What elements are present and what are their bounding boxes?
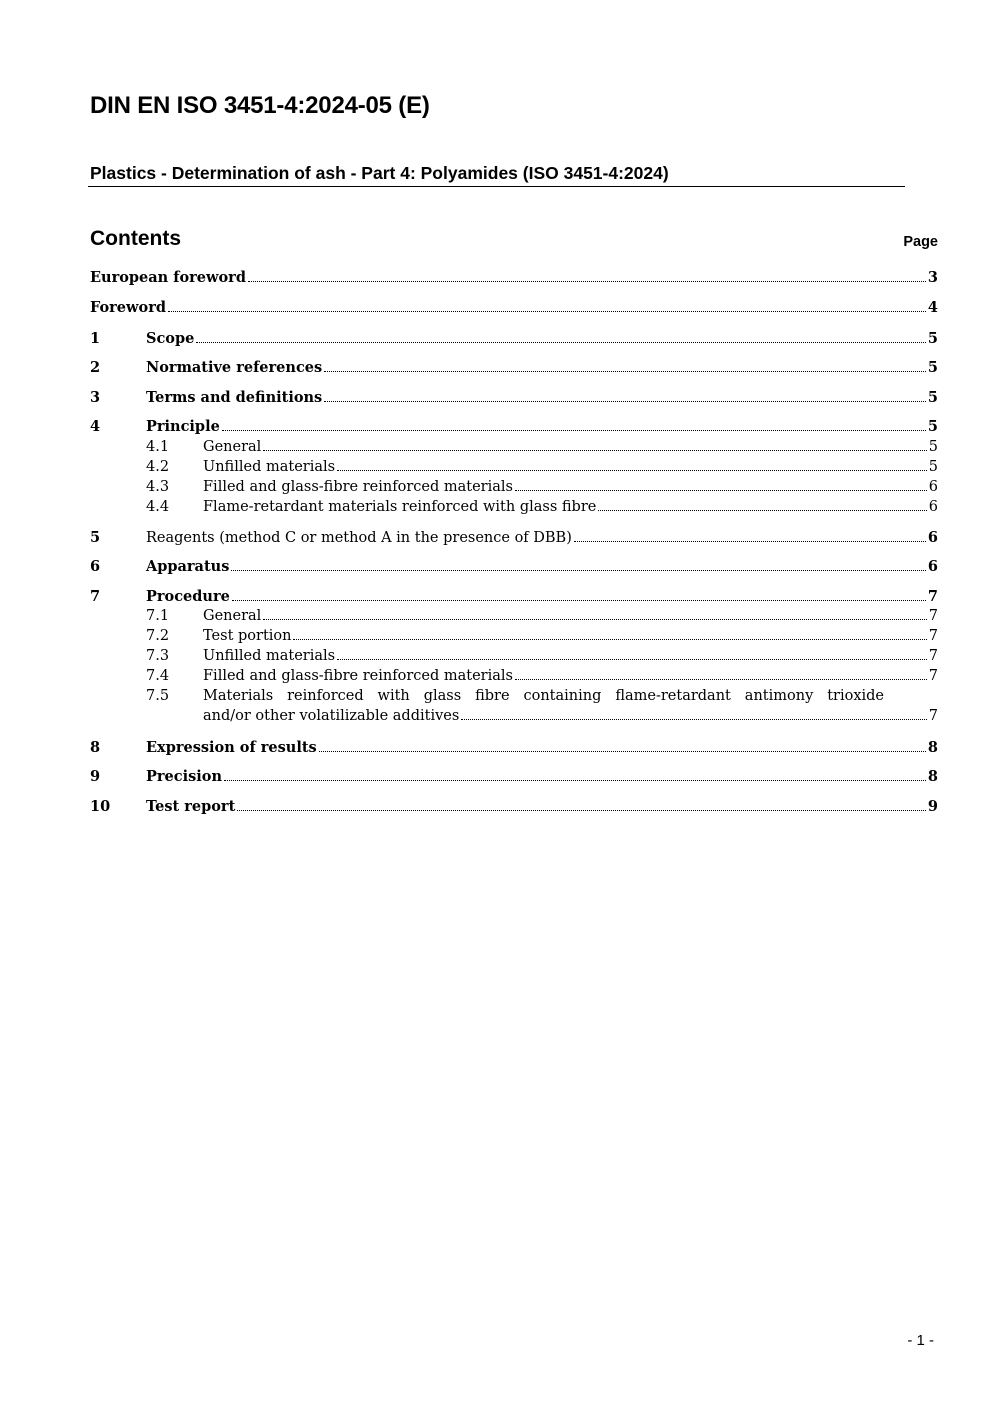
toc-dot-leader — [263, 450, 926, 451]
toc-entry-normative-references[interactable] — [90, 359, 938, 379]
toc-dot-leader — [319, 751, 926, 752]
toc-entry-scope[interactable] — [90, 330, 938, 350]
toc-dot-leader — [231, 570, 926, 571]
page-column-heading: Page — [903, 234, 938, 250]
toc-entry-page: 7 — [928, 648, 938, 664]
document-title: DIN EN ISO 3451-4:2024-05 (E) — [90, 92, 430, 119]
toc-entry-number: 7.4 — [146, 668, 170, 684]
toc-entry-number: 4.4 — [146, 499, 170, 515]
toc-entry-number: 8 — [90, 739, 101, 756]
toc-entry-reagents[interactable] — [90, 529, 938, 549]
toc-entry-text: Terms and definitions — [146, 389, 323, 406]
toc-entry-text: Scope — [146, 330, 195, 347]
toc-dot-leader — [293, 639, 926, 640]
toc-entry-number: 7.2 — [146, 628, 170, 644]
toc-entry-page: 7 — [928, 668, 938, 684]
toc-entry-procedure[interactable] — [90, 588, 938, 608]
toc-entry-text: Foreword — [90, 299, 166, 316]
toc-entry-number: 7.5 — [146, 688, 170, 704]
toc-entry-terms-and-definitions[interactable] — [90, 389, 938, 409]
toc-entry-page: 5 — [927, 418, 938, 435]
toc-dot-leader — [248, 281, 926, 282]
toc-entry-number: 7.3 — [146, 648, 170, 664]
toc-entry-page: 6 — [928, 499, 938, 515]
toc-subentry-filled-glass-fibre-materials[interactable] — [146, 479, 938, 499]
contents-heading: Contents — [90, 227, 181, 250]
toc-dot-leader — [574, 541, 926, 542]
toc-entry-test-report[interactable] — [90, 798, 938, 818]
toc-entry-text: Normative references — [146, 359, 323, 376]
toc-dot-leader — [196, 342, 926, 343]
toc-entry-page: 9 — [927, 798, 938, 815]
toc-entry-page: 5 — [927, 359, 938, 376]
toc-entry-apparatus[interactable] — [90, 558, 938, 578]
toc-dot-leader — [324, 401, 926, 402]
toc-entry-principle[interactable] — [90, 418, 938, 438]
toc-entry-text: Filled and glass-fibre reinforced materials — [203, 479, 513, 495]
toc-dot-leader — [515, 490, 927, 491]
toc-subentry-general[interactable] — [146, 439, 938, 459]
toc-subentry-test-portion[interactable] — [146, 628, 938, 648]
toc-entry-page: 5 — [928, 439, 938, 455]
toc-entry-page: 7 — [928, 608, 938, 624]
toc-entry-page: 6 — [927, 558, 938, 575]
toc-dot-leader — [515, 679, 927, 680]
toc-entry-page: 5 — [927, 389, 938, 406]
toc-entry-text: General — [203, 608, 262, 624]
toc-subentry-flame-retardant-antimony[interactable] — [146, 688, 938, 730]
toc-entry-text: Flame-retardant materials reinforced with glass fibre — [203, 499, 597, 515]
toc-entry-text: European foreword — [90, 269, 246, 286]
toc-dot-leader — [222, 430, 926, 431]
toc-entry-text-line-1: Materials reinforced with glass fibre containing flame-retardant antimony trioxide — [203, 688, 884, 704]
toc-entry-page: 5 — [928, 459, 938, 475]
toc-entry-page: 6 — [928, 479, 938, 495]
toc-entry-number: 1 — [90, 330, 101, 347]
toc-entry-number: 2 — [90, 359, 101, 376]
toc-dot-leader — [461, 719, 926, 720]
toc-entry-page: 6 — [927, 529, 938, 546]
toc-entry-number: 4.2 — [146, 459, 170, 475]
toc-entry-number: 7 — [90, 588, 101, 605]
toc-subentry-unfilled-materials[interactable] — [146, 459, 938, 479]
toc-entry-number: 4 — [90, 418, 101, 435]
toc-entry-page: 8 — [927, 739, 938, 756]
toc-entry-page: 7 — [927, 588, 938, 605]
toc-dot-leader — [232, 600, 926, 601]
toc-entry-text: Unfilled materials — [203, 648, 336, 664]
toc-entry-text: Filled and glass-fibre reinforced materials — [203, 668, 513, 684]
toc-entry-page: 8 — [927, 768, 938, 785]
page-number: - 1 - — [907, 1332, 934, 1349]
toc-entry-text: General — [203, 439, 262, 455]
toc-entry-page: 4 — [927, 299, 938, 316]
toc-entry-text-line-2: and/or other volatilizable additives — [203, 708, 460, 724]
toc-entry-text: Test report — [146, 798, 236, 815]
toc-entry-number: 4.3 — [146, 479, 170, 495]
toc-subentry-procedure-filled[interactable] — [146, 668, 938, 688]
toc-dot-leader — [237, 810, 926, 811]
toc-subentry-procedure-unfilled[interactable] — [146, 648, 938, 668]
toc-entry-number: 9 — [90, 768, 101, 785]
toc-entry-page: 5 — [927, 330, 938, 347]
toc-dot-leader — [337, 659, 927, 660]
toc-entry-text: Procedure — [146, 588, 230, 605]
toc-dot-leader — [324, 371, 926, 372]
toc-entry-page: 3 — [927, 269, 938, 286]
toc-entry-text: Apparatus — [146, 558, 230, 575]
toc-entry-text: Test portion — [203, 628, 292, 644]
toc-subentry-procedure-general[interactable] — [146, 608, 938, 628]
document-subtitle: Plastics - Determination of ash - Part 4: Polyamides (ISO 3451-4:2024) — [90, 163, 669, 183]
toc-entry-text: Precision — [146, 768, 222, 785]
toc-entry-text: Unfilled materials — [203, 459, 336, 475]
toc-entry-number: 3 — [90, 389, 101, 406]
toc-dot-leader — [168, 311, 926, 312]
toc-entry-page: 7 — [928, 628, 938, 644]
toc-entry-precision[interactable] — [90, 768, 938, 788]
toc-entry-number: 7.1 — [146, 608, 170, 624]
toc-dot-leader — [224, 780, 926, 781]
toc-entry-expression-of-results[interactable] — [90, 739, 938, 759]
toc-entry-page: 7 — [928, 708, 938, 724]
toc-entry-text: Reagents (method C or method A in the presence of DBB) — [146, 530, 572, 546]
toc-entry-european-foreword[interactable] — [90, 269, 938, 289]
toc-dot-leader — [598, 510, 926, 511]
toc-subentry-flame-retardant-materials[interactable] — [146, 499, 938, 519]
toc-entry-number: 6 — [90, 558, 101, 575]
toc-entry-number: 10 — [90, 798, 111, 815]
toc-entry-number: 5 — [90, 529, 101, 546]
toc-entry-foreword[interactable] — [90, 299, 938, 319]
toc-entry-text: Expression of results — [146, 739, 317, 756]
toc-dot-leader — [263, 619, 926, 620]
toc-entry-number: 4.1 — [146, 439, 170, 455]
toc-dot-leader — [337, 470, 927, 471]
toc-entry-text: Principle — [146, 418, 220, 435]
